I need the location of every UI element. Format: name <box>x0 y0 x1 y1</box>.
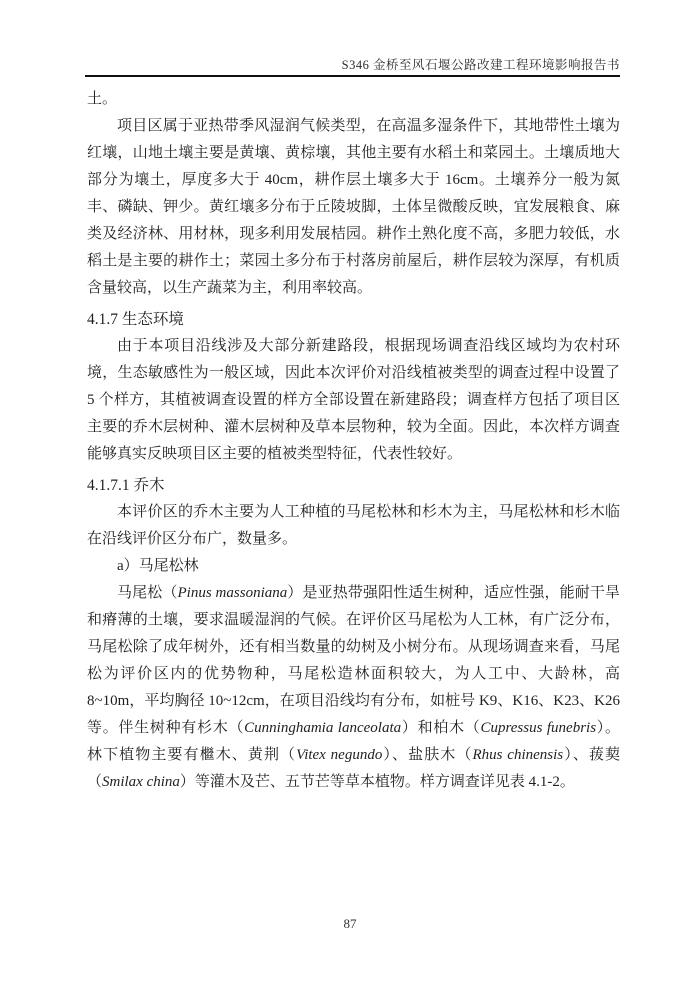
paragraph <box>87 553 620 580</box>
text-run: 马尾松（ <box>117 585 178 601</box>
header-title: S346 金桥至风石堰公路改建工程环境影响报告书 <box>341 58 620 72</box>
text-run: ）。林下植物主要有檵木、黄荆（ <box>87 720 620 763</box>
text-run: 4.1.7.1 乔木 <box>87 477 165 494</box>
header-rule <box>85 75 620 77</box>
paragraph <box>87 113 620 302</box>
text-run: a）马尾松林 <box>117 558 199 574</box>
section-heading <box>87 472 620 499</box>
species-latin-name: Smilax china <box>102 774 180 790</box>
page-header <box>85 57 620 73</box>
text-run: 土。 <box>87 91 118 107</box>
text-run: 4.1.7 生态环境 <box>87 311 184 328</box>
text-run: ）和柏木（ <box>401 720 481 736</box>
section-heading <box>87 306 620 333</box>
text-run: 项目区属于亚热带季风湿润气候类型，在高温多湿条件下，其地带性土壤为红壤，山地土壤主要是黄壤、黄棕壤，其他主要有水稻土和菜园土。土壤质地大部分为壤土，厚度多大于 40cm，耕作层土壤多大于 16cm。土壤养分一般为氮丰、磷缺、钾少。黄红壤多分布于丘陵坡脚，土体呈微酸反映，宜发展粮食、麻类及经济林、用材林，现多利用发展桔园。耕作土熟化度不高，多肥力较低，水稻土是主要的耕作土；菜园土多分布于村落房前屋后，耕作层较为深厚，有机质含量较高，以生产蔬菜为主，利用率较高。 <box>87 118 620 296</box>
text-run: ）、菝葜（ <box>87 747 620 790</box>
paragraph <box>87 499 620 553</box>
species-latin-name: Rhus chinensis <box>472 747 564 763</box>
species-latin-name: Cupressus funebris <box>480 720 597 736</box>
text-run: 由于本项目沿线涉及大部分新建路段，根据现场调查沿线区域均为农村环境，生态敏感性为一般区域，因此本次评价对沿线植被类型的调查过程中设置了 5 个样方，其植被调查设置的样方全部设置在新建路段；调查样方包括了项目区主要的乔木层树种、灌木层树种及草本层物种，较为全面。因此，本次样方调查能够真实反映项目区主要的植被类型特征，代表性较好。 <box>87 338 620 462</box>
page-number: 87 <box>343 916 357 931</box>
paragraph <box>87 333 620 468</box>
species-latin-name: Cunninghamia lanceolata <box>244 720 402 736</box>
text-run: ）等灌木及芒、五节芒等草本植物。样方调查详见表 4.1-2。 <box>179 774 575 790</box>
species-latin-name: Vitex negundo <box>296 747 383 763</box>
paragraph <box>87 580 620 796</box>
text-run: 本评价区的乔木主要为人工种植的马尾松林和杉木为主，马尾松林和杉木临在沿线评价区分布广，数量多。 <box>87 504 620 547</box>
document-body <box>87 86 620 796</box>
paragraph <box>87 86 620 113</box>
page-footer <box>0 916 700 932</box>
text-run: ）、盐肤木（ <box>382 747 473 763</box>
text-run: ）是亚热带强阳性适生树种，适应性强，能耐干旱和瘠薄的土壤，要求温暖湿润的气候。在评价区马尾松为人工林，有广泛分布，马尾松除了成年树外，还有相当数量的幼树及小树分布。从现场调查来看，马尾松为评价区内的优势物种，马尾松造林面积较大，为人工中、大龄林，高 8~10m，平均胸径 10~12cm，在项目沿线均有分布，如桩号 K9、K16、K23、K26 等。伴生树种有杉木（ <box>87 585 620 736</box>
species-latin-name: Pinus massoniana <box>177 585 288 601</box>
